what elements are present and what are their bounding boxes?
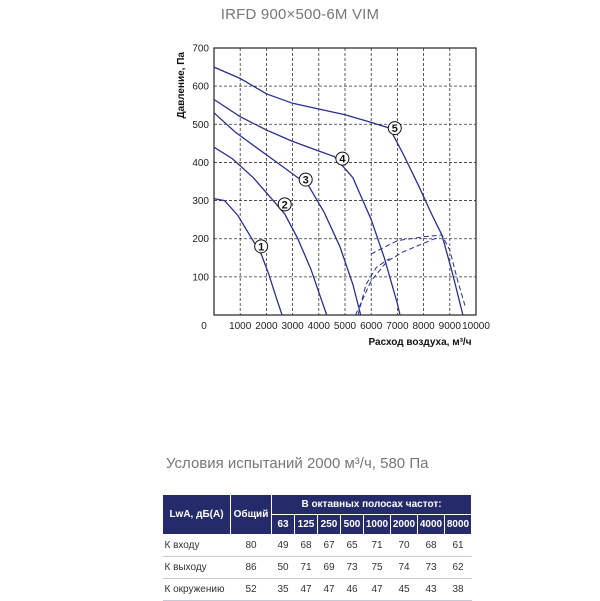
row-band-value: 38	[445, 579, 472, 601]
x-tick-label: 6000	[360, 321, 383, 332]
table-row	[163, 579, 472, 601]
row-total: 52	[231, 579, 272, 601]
x-tick-label: 5000	[333, 321, 357, 332]
row-band-value: 68	[418, 535, 445, 557]
table-row	[163, 535, 472, 557]
row-band-value: 43	[418, 579, 445, 601]
x-tick-label: 1000	[229, 321, 252, 332]
header-band: 500	[341, 515, 364, 535]
y-tick-label: 200	[192, 234, 209, 246]
curve-marker-label-4: 4	[339, 153, 346, 166]
header-band: 63	[272, 515, 295, 535]
header-total: Общий	[231, 495, 272, 535]
x-tick-label: 10000	[462, 321, 490, 332]
fan-curve-4	[214, 100, 400, 316]
x-tick-label: 7000	[386, 321, 409, 332]
y-tick-label: 700	[192, 43, 209, 55]
y-axis-label: Давление, Па	[176, 52, 187, 119]
row-band-value: 65	[341, 535, 364, 557]
row-band-value: 46	[341, 579, 364, 601]
row-label: К входу	[163, 535, 231, 557]
header-band: 4000	[418, 515, 445, 535]
y-tick-label: 600	[192, 81, 209, 93]
row-band-value: 47	[364, 579, 391, 601]
row-band-value: 71	[295, 557, 318, 579]
row-band-value: 47	[318, 579, 341, 601]
header-band: 250	[318, 515, 341, 535]
curve-marker-label-2: 2	[281, 199, 288, 212]
row-label: К выходу	[163, 557, 231, 579]
test-conditions: Условия испытаний 2000 м³/ч, 580 Па	[166, 455, 429, 472]
row-band-value: 70	[391, 535, 418, 557]
x-tick-label: 3000	[281, 321, 304, 332]
row-label: К окружению	[163, 579, 231, 601]
header-lwa: LwA, дБ(А)	[163, 495, 231, 535]
row-band-value: 75	[364, 557, 391, 579]
row-band-value: 68	[295, 535, 318, 557]
header-band: 125	[295, 515, 318, 535]
row-band-value: 61	[445, 535, 472, 557]
row-band-value: 45	[391, 579, 418, 601]
table-body	[163, 535, 472, 601]
y-tick-label: 100	[192, 272, 209, 284]
curve-marker-label-3: 3	[302, 174, 309, 187]
x-axis-label: Расход воздуха, м³/ч	[368, 337, 472, 348]
x-tick-label: 2000	[255, 321, 278, 332]
curve-marker-label-1: 1	[258, 241, 265, 254]
y-tick-label: 500	[192, 119, 209, 131]
system-curve-dashed	[358, 259, 389, 316]
chart-title: IRFD 900×500-6M VIM	[220, 6, 380, 23]
x-tick-label: 9000	[438, 321, 461, 332]
header-octave: В октавных полосах частот:	[272, 495, 472, 515]
x-tick-label: 0	[201, 321, 207, 332]
row-band-value: 47	[295, 579, 318, 601]
row-total: 86	[231, 557, 272, 579]
sound-power-table	[162, 494, 472, 601]
table-row	[163, 557, 472, 579]
row-band-value: 49	[272, 535, 295, 557]
x-tick-label: 8000	[412, 321, 435, 332]
fan-curve-2	[214, 147, 327, 315]
row-band-value: 67	[318, 535, 341, 557]
row-band-value: 69	[318, 557, 341, 579]
row-band-value: 50	[272, 557, 295, 579]
table-header-row-1	[163, 495, 472, 515]
row-band-value: 73	[341, 557, 364, 579]
row-band-value: 71	[364, 535, 391, 557]
header-band: 2000	[391, 515, 418, 535]
row-band-value: 74	[391, 557, 418, 579]
y-tick-label: 300	[192, 196, 209, 208]
curve-marker-label-5: 5	[391, 123, 398, 136]
row-total: 80	[231, 535, 272, 557]
row-band-value: 73	[418, 557, 445, 579]
x-tick-label: 4000	[307, 321, 330, 332]
fan-curve-5	[214, 67, 463, 315]
row-band-value: 35	[272, 579, 295, 601]
header-band: 1000	[364, 515, 391, 535]
y-tick-label: 400	[192, 157, 209, 169]
header-band: 8000	[445, 515, 472, 535]
row-band-value: 62	[445, 557, 472, 579]
fan-curve-1	[214, 199, 282, 315]
